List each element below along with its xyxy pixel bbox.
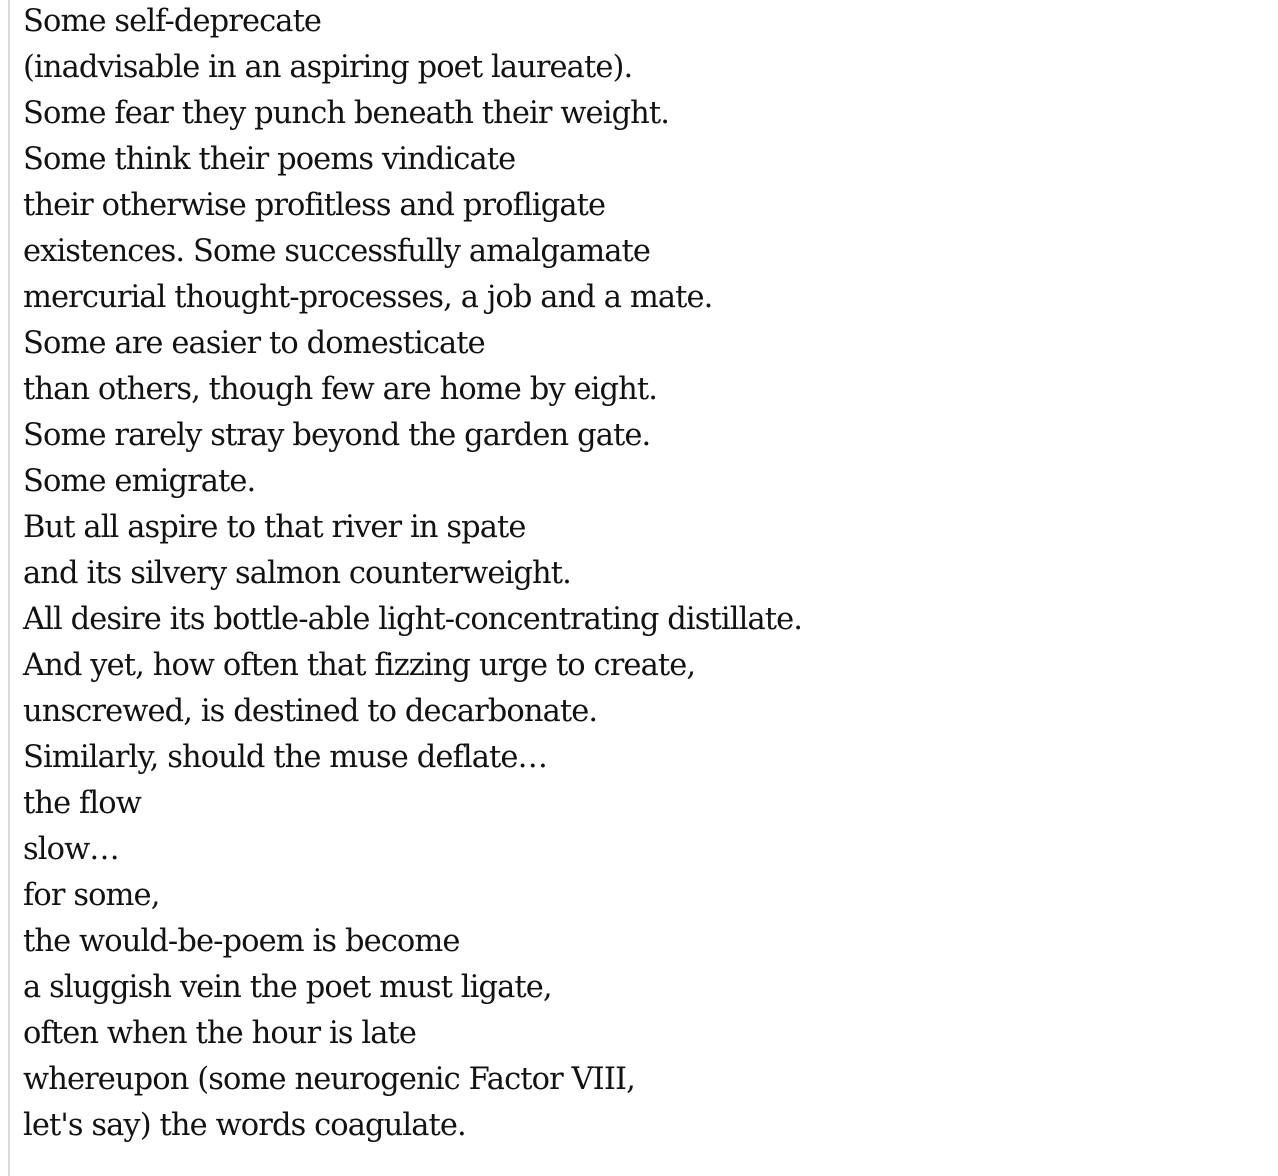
poem-line: Some emigrate. [23,464,256,499]
poem-line: existences. Some successfully amalgamate [23,234,651,269]
poem-line: the would-be-poem is become [23,924,460,959]
poem-line: (inadvisable in an aspiring poet laureate). [23,50,633,85]
poem-line: Similarly, should the muse deflate… [23,740,548,775]
poem-line: and its silvery salmon counterweight. [23,556,571,591]
poem-line: slow… [23,832,119,867]
poem-line: unscrewed, is destined to decarbonate. [23,694,598,729]
poem-line: often when the hour is late [23,1016,417,1051]
poem-line: mercurial thought-processes, a job and a mate. [23,280,713,315]
poem-line: than others, though few are home by eight. [23,372,658,407]
poem-line: a sluggish vein the poet must ligate, [23,970,552,1005]
poem-line: for some, [23,878,160,913]
left-margin-rule [8,0,10,1176]
poem-line: their otherwise profitless and profligate [23,188,606,223]
poem-line: But all aspire to that river in spate [23,510,526,545]
poem-line: Some fear they punch beneath their weight. [23,96,670,131]
poem-line: Some self-deprecate [23,4,322,39]
poem-line: And yet, how often that fizzing urge to create, [23,648,696,683]
poem-text [23,0,802,1149]
poem-line: whereupon (some neurogenic Factor VIII, [23,1062,635,1097]
poem-line: Some are easier to domesticate [23,326,485,361]
poem-line: let's say) the words coagulate. [23,1108,466,1143]
poem-line: Some think their poems vindicate [23,142,516,177]
poem-line: the flow [23,786,141,821]
poem-line: All desire its bottle-able light-concentrating distillate. [23,602,803,637]
poem-line: Some rarely stray beyond the garden gate. [23,418,651,453]
